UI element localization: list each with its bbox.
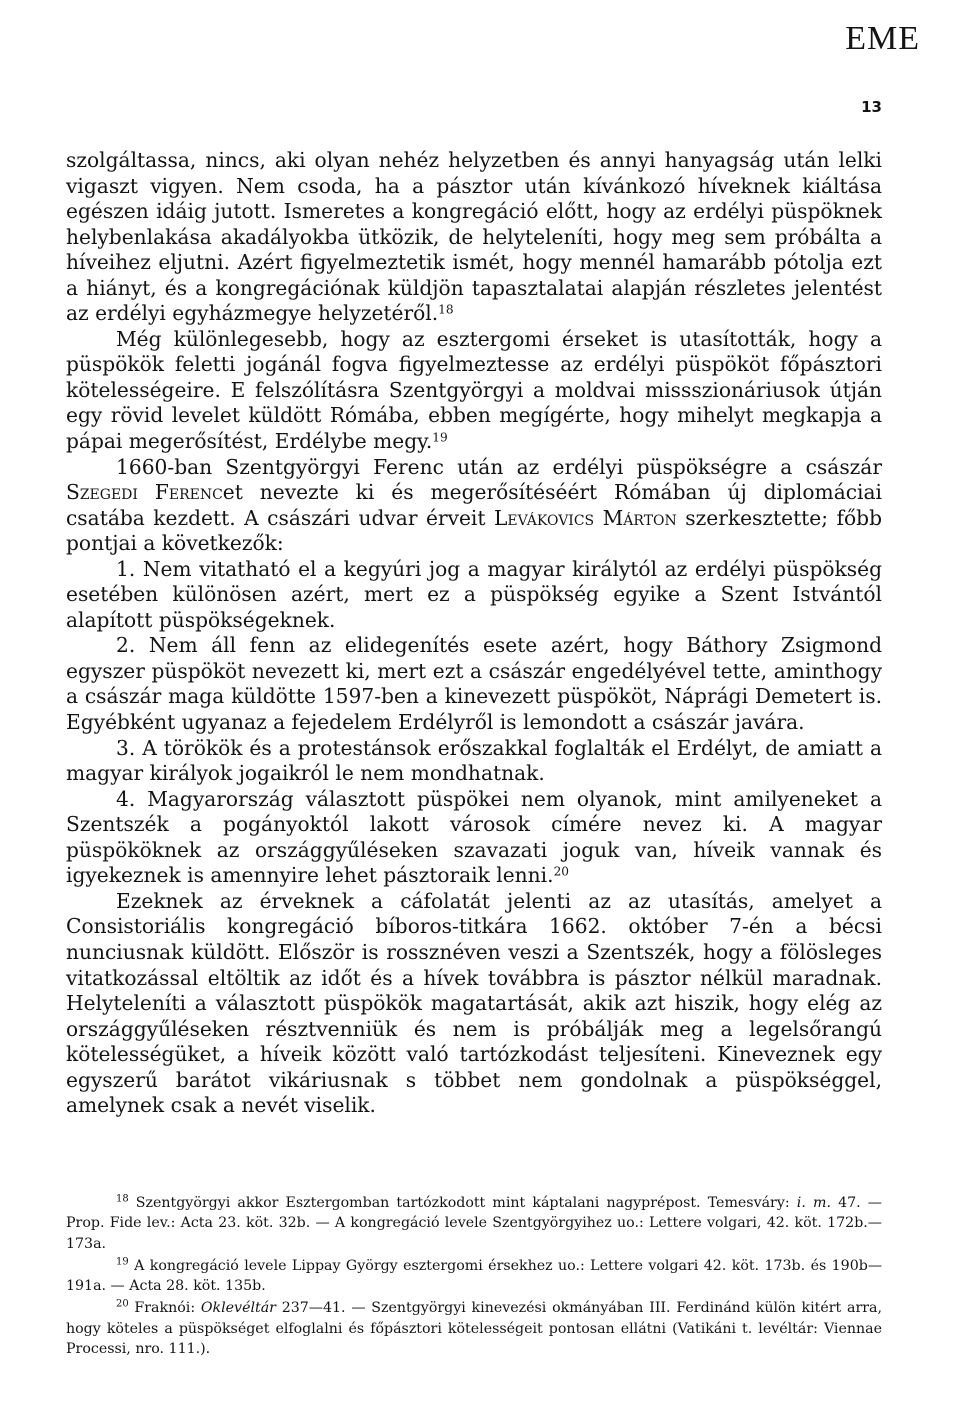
footnote-18-number: 18 — [116, 1193, 129, 1205]
eme-logo: EME — [845, 20, 920, 57]
paragraph-2-text: Még különlegesebb, hogy az esztergomi érseket is utasították, hogy a püspökök feletti jogánál fogva figyelmeztesse az erdélyi püspököt főpásztori kötelességeire. E felszólításra Szentgyörgyi a moldvai missszionáriusok útján egy rövid levelet küldött Rómába, ebben megígérte, hogy mihelyt megkapja a pápai megerősítést, Erdélybe megy. — [66, 326, 882, 454]
main-text — [66, 148, 882, 1119]
paragraph-3 — [66, 455, 882, 557]
list-item-4-text: 4. Magyarország választott püspökei nem olyanok, mint amilyeneket a Szentszék a pogányoktól lakott városok címére nevez ki. A magyar püspököknek az országgyűléseken szavazati joguk van, híveik vannak és igyekeznek is amennyire lehet pásztoraik lenni. — [66, 786, 882, 888]
person-name-szegedi: Szegedi Ferenc — [66, 480, 223, 505]
footnote-18-text-a: Szentgyörgyi akkor Esztergomban tartózkodott mint káptalani nagyprépost. Temesváry: — [135, 1195, 797, 1211]
list-item-4 — [66, 787, 882, 889]
footnote-ref-20: 20 — [553, 864, 569, 879]
footnote-ref-18: 18 — [438, 302, 454, 317]
footnote-20-number: 20 — [116, 1299, 129, 1311]
list-item-1: 1. Nem vitatható el a kegyúri jog a magyar királytól az erdélyi püspökség esetében különösen azért, mert ez a püspökség egyike a Szent Istvántól alapított püspökségeknek. — [66, 556, 882, 632]
paragraph-4: Ezeknek az érveknek a cáfolatát jelenti az az utasítás, amelyet a Consistoriális kongregáció bíboros-titkára 1662. október 7-én a bécsi nunciusnak küldött. Először is rossznéven veszi a Szentszék, hogy a fölösleges vitatkozással eltöltik az időt és a hívek továbbra is pásztor nélkül maradnak. Helyteleníti a választott püspökök magatartását, akik azt hiszik, hogy elég az országgyűléseken résztvenniük és nem is próbálják meg a legelsőrangú kötelességüket, a híveik között való tartózkodást teljesíteni. Kineveznek egy egyszerű barátot vikáriusnak s többet nem gondolnak a püspökséggel, amelynek csak a nevét viselik. — [66, 888, 882, 1118]
footnote-18-im: i. m. — [796, 1195, 831, 1211]
paragraph-2 — [66, 327, 882, 455]
paragraph-3-text-c: szerkesztette; főbb pontjai a következők: — [66, 505, 883, 556]
footnote-19-number: 19 — [116, 1256, 129, 1268]
paragraph-3-text-b: et nevezte ki és megerősítéséért Rómában új diplomáciai csatába kezdett. A császári udvar érveit — [66, 480, 882, 530]
list-item-3: 3. A törökök és a protestánsok erőszakkal foglalták el Erdélyt, de amiatt a magyar királyok jogaikról le nem mondhatnak. — [66, 735, 882, 786]
footnotes — [66, 1193, 882, 1361]
footnote-20-text-b: 237—41. — Szentgyörgyi kinevezési okmányában III. Ferdinánd külön kitért arra, hogy köteles a püspökséget elfoglalni és főpásztori kötelességeit pontosan ellátni (Vatikáni t. levéltár: Viennae Processi, nro. 111.). — [66, 1300, 882, 1358]
footnote-20-text-a: Fraknói: — [134, 1300, 201, 1317]
page-number: 13 — [861, 98, 882, 116]
paragraph-1-text: szolgáltassa, nincs, aki olyan nehéz helyzetben és annyi hanyagság után lelki vigaszt vigyen. Nem csoda, ha a pásztor után kívánkozó híveknek kiáltása egészen idáig jutott. Ismeretes a kongregáció előtt, hogy az erdélyi püspöknek helybenlakása akadályokba ütközik, de helyteleníti, hogy meg sem próbálta a híveihez eljutni. Azért figyelmeztetik ismét, hogy mennél hamarább pótolja ezt a hiányt, és a kongregációnak küldjön tapasztalatai alapján részletes jelentést az erdélyi egyházmegye helyzetéről. — [66, 148, 882, 326]
footnote-19 — [66, 1256, 882, 1297]
list-item-2: 2. Nem áll fenn az elidegenítés esete azért, hogy Báthory Zsigmond egyszer püspököt nevezett ki, mert ezt a császár engedélyével tette, aminthogy a császár maga küldötte 1597-ben a kinevezett püspököt, Náprági Demetert is. Egyébként ugyanaz a fejedelem Erdélyről is lemondott a császár javára. — [66, 633, 882, 735]
footnote-20-title: Oklevéltár — [200, 1300, 276, 1317]
footnote-18 — [66, 1193, 882, 1254]
footnote-18-text-b: 47. — Prop. Fide lev.: Acta 23. köt. 32b. — A kongregáció levele Szentgyörgyihez uo.: Lettere volgari, 42. köt. 172b.—173a. — [66, 1195, 882, 1252]
footnote-19-text: A kongregáció levele Lippay György esztergomi érsekhez uo.: Lettere volgari 42. köt. 173b. és 190b—191a. — Acta 28. köt. 135b. — [66, 1257, 883, 1295]
paragraph-3-text-a: 1660-ban Szentgyörgyi Ferenc után az erdélyi püspökségre a császár — [116, 454, 882, 479]
footnote-20 — [66, 1298, 882, 1359]
footnote-ref-19: 19 — [432, 430, 448, 445]
paragraph-1 — [66, 148, 882, 327]
person-name-levakovics: Levákovics Márton — [493, 505, 677, 530]
